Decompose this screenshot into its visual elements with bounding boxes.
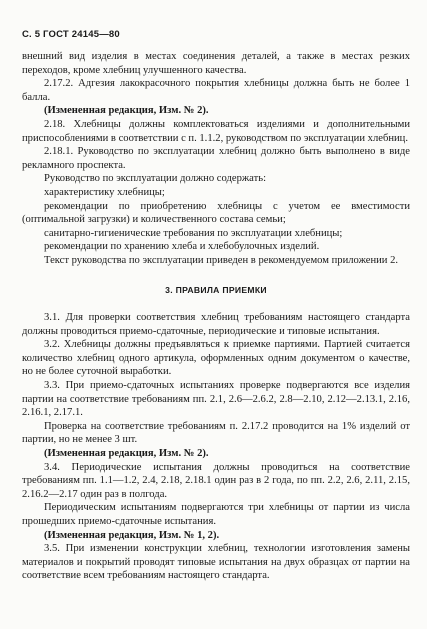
paragraph-check: Проверка на соответствие требованиям п. 2.17.2 проводится на 1% изделий от партии, но не менее 3 шт.: [22, 420, 410, 446]
paragraph-2-17-2: 2.17.2. Адгезия лакокрасочного покрытия хлебницы должна быть не более 1 балла.: [22, 78, 410, 103]
document-body: [22, 50, 410, 583]
paragraph-manual-text: Текст руководства по эксплуатации приведен в рекомендуемом приложении 2.: [44, 254, 399, 266]
amendment-note: (Измененная редакция, Изм. № 2).: [44, 448, 209, 460]
paragraph-3-4: 3.4. Периодические испытания должны проводиться на соответствие требованиям пп. 1.1—1.2, 2.4, 2.18, 2.18.1 один раз в 2 года, по пп. 2.2, 2.6, 2.11, 2.15, 2.16.2—2.17 один раз в полгода.: [22, 461, 410, 500]
running-head: С. 5 ГОСТ 24145—80: [22, 29, 120, 40]
amendment-note: (Измененная редакция, Изм. № 2).: [44, 105, 209, 117]
paragraph-3-1: 3.1. Для проверки соответствия хлебниц требованиям настоящего стандарта должны проводиться приемо-сдаточные, периодические и типовые испытания.: [22, 312, 410, 337]
list-item: санитарно-гигиенические требования по эксплуатации хлебницы;: [44, 227, 343, 239]
paragraph-3-5: 3.5. При изменении конструкции хлебниц, технологии изготовления замены материалов и покрытий проводят типовые испытания на двух образцах от партии на соответствие всем требованиям настоящего стандарта.: [22, 543, 410, 582]
paragraph-3-3: 3.3. При приемо-сдаточных испытаниях проверке подвергаются все изделия партии на соответствие требованиям пп. 2.1, 2.6—2.6.2, 2.8—2.10, 2.12—2.13.1, 2.16, 2.16.1, 2.17.1.: [22, 380, 410, 419]
paragraph-periodic: Периодическим испытаниям подвергаются три хлебницы от партии из числа прошедших приемо-сдаточные испытания.: [22, 502, 410, 527]
paragraph-manual-contents: Руководство по эксплуатации должно содержать:: [44, 173, 267, 185]
paragraph-continuation: внешний вид изделия в местах соединения деталей, а также в местах резких переходов, кроме хлебниц улучшенного качества.: [22, 51, 410, 76]
amendment-note: (Измененная редакция, Изм. № 1, 2).: [44, 529, 220, 541]
list-item: характеристику хлебницы;: [44, 186, 165, 198]
paragraph-2-18: 2.18. Хлебницы должны комплектоваться изделиями и дополнительными приспособлениями в соответствии с п. 1.1.2, руководством по эксплуатации хлебниц.: [22, 118, 410, 144]
paragraph-2-18-1: 2.18.1. Руководство по эксплуатации хлебниц должно быть выполнено в виде рекламного проспекта.: [22, 146, 410, 171]
section-title: 3. ПРАВИЛА ПРИЕМКИ: [165, 284, 267, 295]
list-item: рекомендации по приобретению хлебницы с учетом ее вместимости (оптимальной загрузки) и количественного состава семьи;: [22, 200, 410, 226]
paragraph-3-2: 3.2. Хлебницы должны предъявляться к приемке партиями. Партией считается количество хлебниц одного артикула, оформленных одним документом о качестве, но не более суточной выработки.: [22, 339, 410, 378]
list-item: рекомендации по хранению хлеба и хлебобулочных изделий.: [44, 241, 320, 253]
